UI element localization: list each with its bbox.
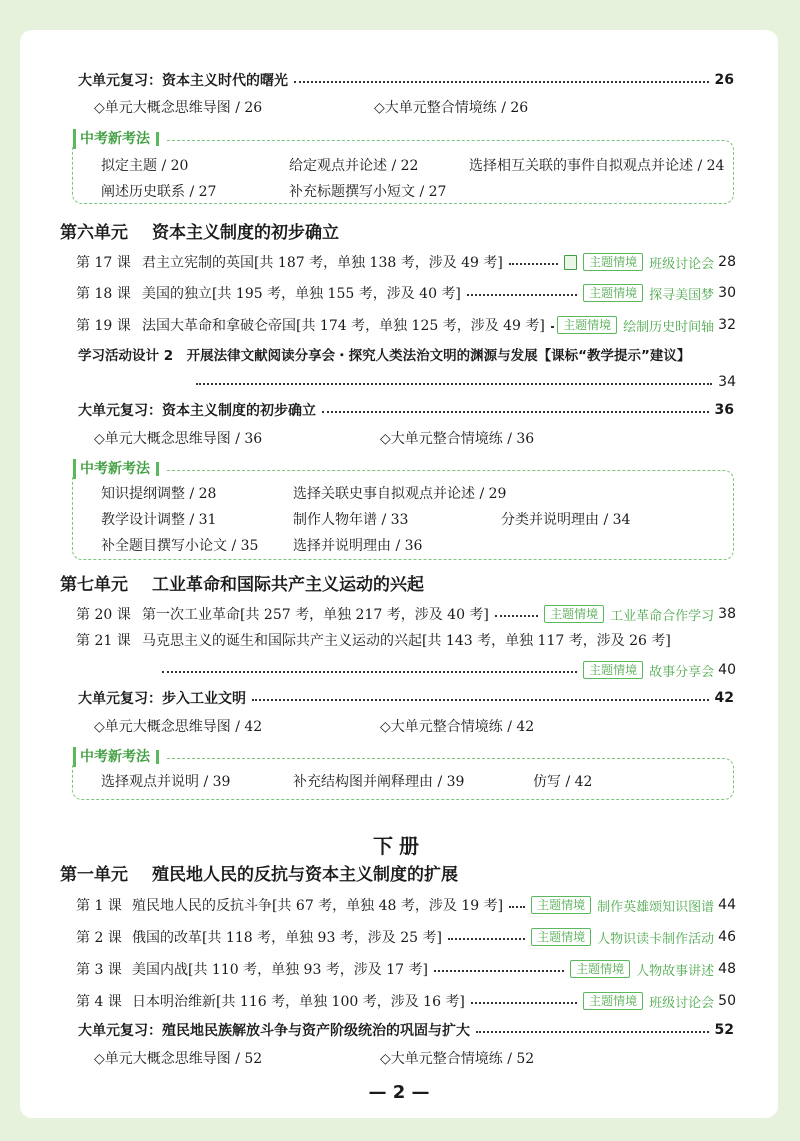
practice-item[interactable]: ◇大单元整合情境练 / 26 [374, 100, 529, 116]
theme-name: 制作英雄颂知识图谱 [597, 899, 715, 915]
box-label: 中考新考法 [73, 129, 165, 149]
dot-leader [162, 671, 577, 673]
box-item[interactable]: 阐述历史联系 / 27 [101, 184, 217, 200]
lesson-entry[interactable] [76, 281, 736, 305]
dot-leader [476, 1031, 709, 1033]
theme-tag: 主题情境 [531, 928, 591, 946]
page-number: 46 [718, 929, 736, 945]
theme-tag: 主题情境 [531, 896, 591, 914]
lesson-title: 殖民地人民的反抗斗争[共 67 考，单独 48 考，涉及 19 考] [132, 898, 504, 914]
review-entry[interactable] [78, 1018, 734, 1042]
unit-title: 工业革命和国际共产主义运动的兴起 [152, 575, 424, 595]
theme-tag: 主题情境 [583, 661, 643, 679]
page-number: 32 [718, 317, 736, 333]
box-item[interactable]: 分类并说明理由 / 34 [501, 512, 631, 528]
lesson-title: 第一次工业革命[共 257 考，单独 217 考，涉及 40 考] [142, 607, 489, 623]
dot-leader [509, 906, 525, 908]
page-number: 40 [718, 662, 736, 678]
unit-heading [60, 218, 339, 243]
lesson-entry[interactable] [76, 989, 736, 1013]
theme-tag: 主题情境 [544, 605, 604, 623]
lesson-number: 第 3 课 [76, 962, 122, 978]
theme-name: 探寻美国梦 [649, 287, 715, 303]
dot-leader [434, 970, 564, 972]
lesson-number: 第 19 课 [76, 318, 131, 334]
box-item[interactable]: 拟定主题 / 20 [101, 158, 189, 174]
lesson-title: 美国的独立[共 195 考，单独 155 考，涉及 40 考] [142, 286, 461, 302]
box-item[interactable]: 选择观点并说明 / 39 [101, 774, 231, 790]
dot-leader [294, 81, 709, 83]
page-number: 26 [714, 72, 734, 88]
review-entry[interactable] [78, 68, 734, 92]
dot-leader [495, 615, 538, 617]
page-number: 36 [714, 402, 734, 418]
box-item[interactable]: 选择关联史事自拟观点并论述 / 29 [293, 486, 507, 502]
page-number: 50 [718, 993, 736, 1009]
mindmap-item[interactable]: ◇单元大概念思维导图 / 42 [94, 719, 263, 735]
dot-leader [196, 383, 712, 385]
review-subitems [94, 428, 534, 448]
box-item[interactable]: 补充结构图并阐释理由 / 39 [293, 774, 465, 790]
review-title: 大单元复习：资本主义时代的曙光 [78, 73, 288, 89]
review-title: 大单元复习：步入工业文明 [78, 691, 246, 707]
box-item[interactable]: 补充标题撰写小短文 / 27 [289, 184, 447, 200]
review-entry[interactable] [78, 686, 734, 710]
page-number: 38 [718, 606, 736, 622]
lesson-title: 日本明治维新[共 116 考，单独 100 考，涉及 16 考] [132, 994, 465, 1010]
review-title: 大单元复习：资本主义制度的初步确立 [78, 403, 316, 419]
box-item[interactable]: 补全题目撰写小论文 / 35 [101, 538, 259, 554]
page-number: 30 [718, 285, 736, 301]
practice-item[interactable]: ◇大单元整合情境练 / 36 [380, 431, 535, 447]
lesson-entry[interactable] [76, 602, 736, 626]
dot-leader [252, 699, 709, 701]
unit-heading [60, 570, 424, 595]
practice-item[interactable]: ◇大单元整合情境练 / 52 [380, 1051, 535, 1067]
mindmap-item[interactable]: ◇单元大概念思维导图 / 26 [94, 100, 263, 116]
document-icon [564, 255, 577, 270]
dot-leader [467, 294, 577, 296]
lesson-title: 法国大革命和拿破仑帝国[共 174 考，单独 125 考，涉及 49 考] [142, 318, 545, 334]
box-label: 中考新考法 [73, 747, 165, 767]
mindmap-item[interactable]: ◇单元大概念思维导图 / 36 [94, 431, 263, 447]
box-item[interactable]: 知识提纲调整 / 28 [101, 486, 217, 502]
lesson-entry[interactable] [76, 313, 736, 337]
review-entry[interactable] [78, 398, 734, 422]
box-item[interactable]: 教学设计调整 / 31 [101, 512, 217, 528]
unit-heading [60, 860, 458, 885]
mindmap-item[interactable]: ◇单元大概念思维导图 / 52 [94, 1051, 263, 1067]
theme-tag: 主题情境 [583, 992, 643, 1010]
box-item[interactable]: 制作人物年谱 / 33 [293, 512, 409, 528]
volume-title: 下册 [373, 834, 425, 858]
lesson-title: 马克思主义的诞生和国际共产主义运动的兴起[共 143 考，单独 117 考，涉及 26 考] [142, 633, 671, 649]
lesson-title: 君主立宪制的英国[共 187 考，单独 138 考，涉及 49 考] [142, 255, 503, 271]
lesson-leader-row [156, 658, 736, 682]
theme-name: 人物故事讲述 [636, 963, 715, 979]
theme-name: 故事分享会 [649, 664, 715, 680]
exam-methods-box [72, 749, 734, 800]
box-item[interactable]: 给定观点并论述 / 22 [289, 158, 419, 174]
box-item[interactable]: 选择相互关联的事件自拟观点并论述 / 24 [469, 158, 725, 174]
theme-name: 绘制历史时间轴 [623, 319, 715, 335]
unit-title: 殖民地人民的反抗与资本主义制度的扩展 [152, 865, 458, 885]
page-number: 52 [714, 1022, 734, 1038]
review-subitems [94, 97, 528, 117]
unit-number: 第六单元 [60, 223, 128, 243]
unit-number: 第七单元 [60, 575, 128, 595]
lesson-number: 第 18 课 [76, 286, 131, 302]
lesson-title: 俄国的改革[共 118 考，单独 93 考，涉及 25 考] [132, 930, 442, 946]
exam-methods-box [72, 131, 734, 204]
box-item[interactable]: 选择并说明理由 / 36 [293, 538, 423, 554]
theme-tag: 主题情境 [583, 253, 643, 271]
theme-tag: 主题情境 [583, 284, 643, 302]
dot-leader [448, 938, 525, 940]
theme-tag: 主题情境 [570, 960, 630, 978]
lesson-number: 第 4 课 [76, 994, 122, 1010]
practice-item[interactable]: ◇大单元整合情境练 / 42 [380, 719, 535, 735]
lesson-number: 第 17 课 [76, 255, 131, 271]
lesson-entry[interactable] [76, 250, 736, 274]
page-number: 44 [718, 897, 736, 913]
theme-name: 班级讨论会 [649, 995, 715, 1011]
toc-page [20, 30, 778, 1118]
unit-number: 第一单元 [60, 865, 128, 885]
page-number: 34 [718, 374, 736, 390]
box-item[interactable]: 仿写 / 42 [533, 774, 593, 790]
lesson-number: 第 1 课 [76, 898, 122, 914]
theme-name: 工业革命合作学习 [610, 608, 715, 624]
review-subitems [94, 1048, 534, 1068]
dot-leader [471, 1002, 577, 1004]
lesson-title: 美国内战[共 110 考，单独 93 考，涉及 17 考] [132, 962, 428, 978]
activity-title[interactable]: 学习活动设计 2 开展法律文献阅读分享会・探究人类法治文明的渊源与发展【课标“教学提示”建议】 [78, 348, 691, 364]
theme-name: 人物识读卡制作活动 [597, 931, 715, 947]
page-number: 48 [718, 961, 736, 977]
dot-leader [322, 411, 709, 413]
page-footer: — 2 — [368, 1082, 430, 1103]
review-subitems [94, 716, 534, 736]
box-label: 中考新考法 [73, 459, 165, 479]
page-number: 28 [718, 254, 736, 270]
lesson-entry[interactable] [76, 893, 736, 917]
dot-leader [509, 263, 558, 265]
lesson-number: 第 21 课 [76, 633, 131, 649]
page-number: 42 [714, 690, 734, 706]
lesson-number: 第 2 课 [76, 930, 122, 946]
review-title: 大单元复习：殖民地民族解放斗争与资产阶级统治的巩固与扩大 [78, 1023, 470, 1039]
theme-tag: 主题情境 [557, 316, 617, 334]
lesson-entry[interactable] [76, 925, 736, 949]
exam-methods-box [72, 461, 734, 560]
lesson-number: 第 20 课 [76, 607, 131, 623]
activity-leader-row [190, 370, 736, 394]
lesson-entry[interactable] [76, 628, 736, 652]
theme-name: 班级讨论会 [649, 256, 715, 272]
lesson-entry[interactable] [76, 957, 736, 981]
unit-title: 资本主义制度的初步确立 [152, 223, 339, 243]
